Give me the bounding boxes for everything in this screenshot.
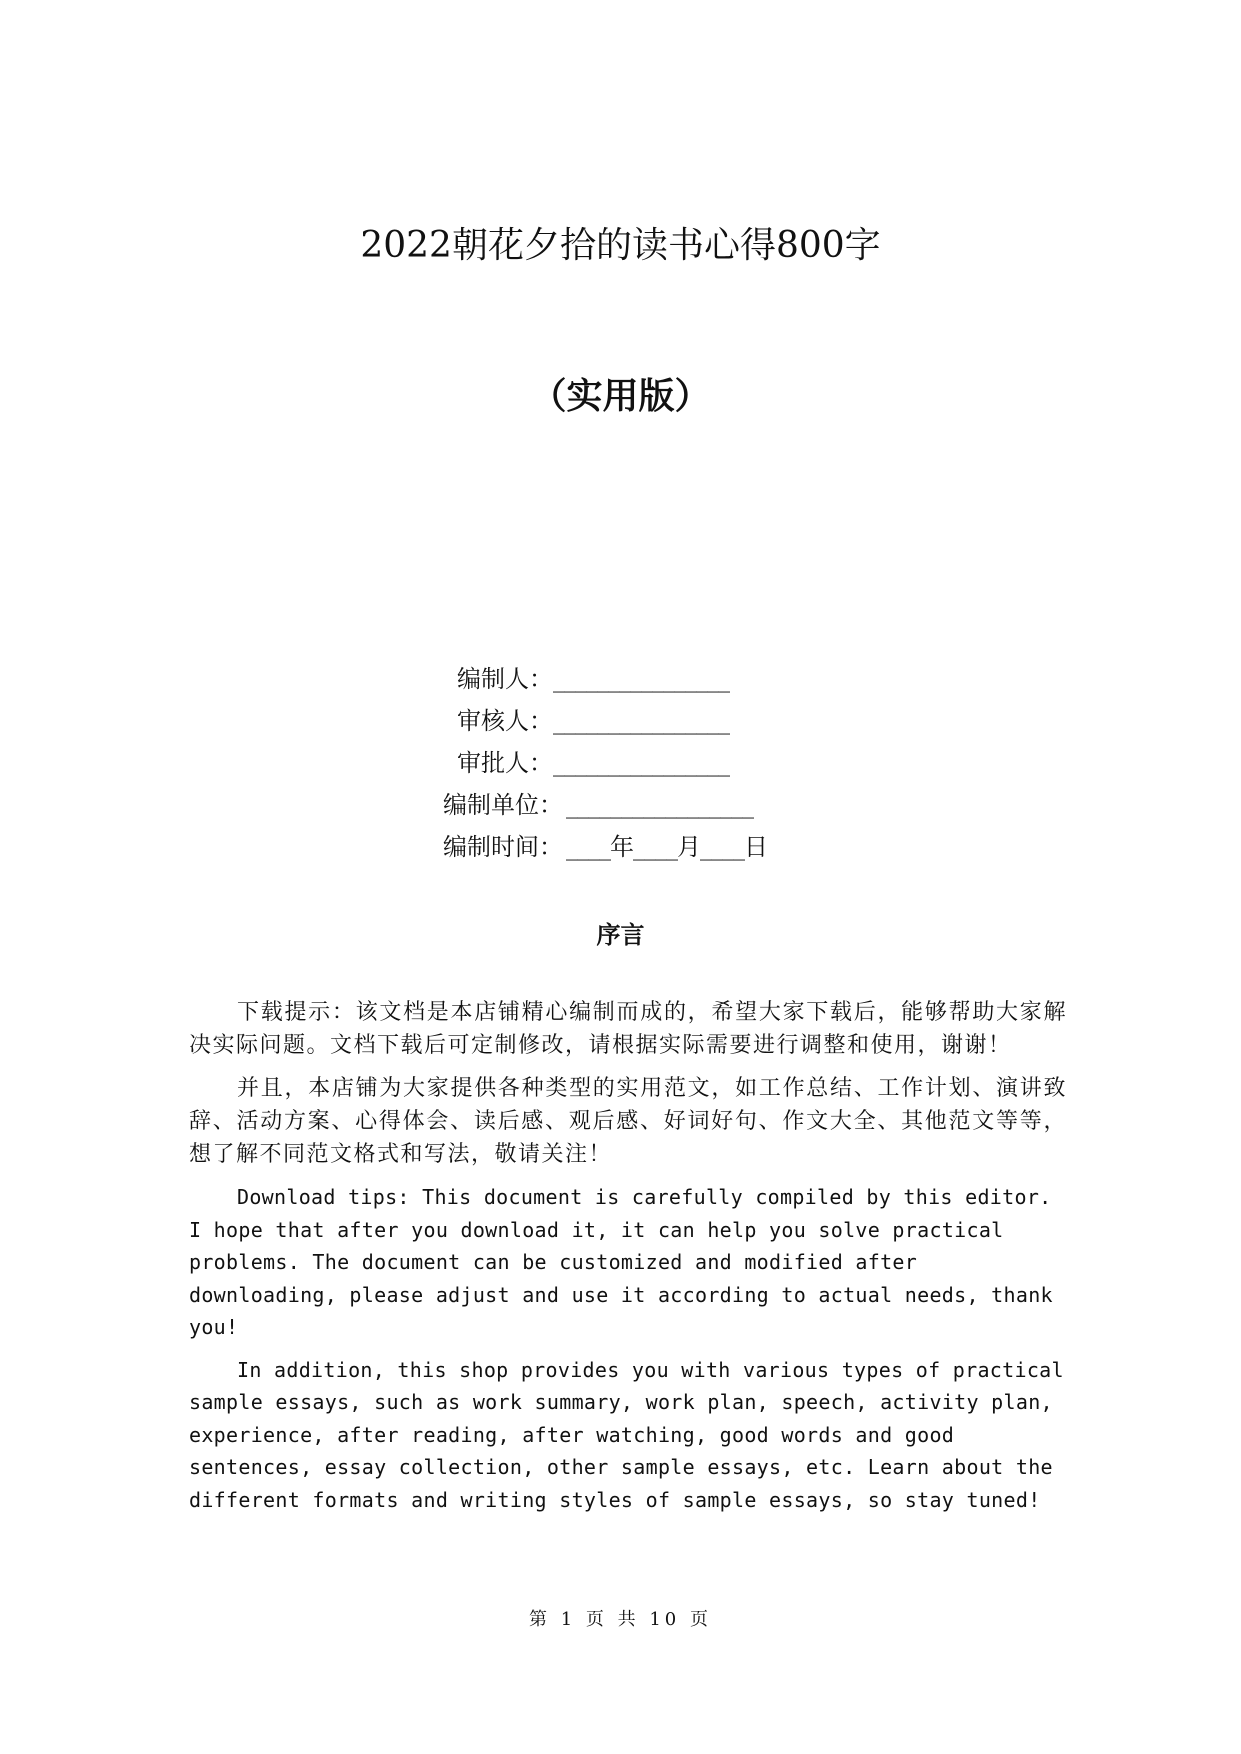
preface-body [189,996,1067,1526]
form-row-date [0,826,1241,868]
preface-paragraph: Download tips: This document is carefully compiled by this editor. I hope that after you download it, it can help you solve practical problems. The document can be customized and modified after downloading, please adjust and use it according to actual needs, thank you! [189,1185,1053,1339]
form-row-reviewer [0,700,1241,742]
form-label: 审核人： [457,707,553,735]
form-label: 编制人： [457,665,553,693]
page-number: 第 1 页 共 10 页 [529,1609,712,1630]
signature-form [0,658,1241,868]
form-label: 编制单位： [443,791,563,819]
form-blank[interactable]: _________________ [566,791,753,819]
form-blank[interactable]: ____年____月____日 [566,833,767,861]
preface-paragraph: In addition, this shop provides you with various types of practical sample essays, such as work summary, work plan, speech, activity plan, experience, after reading, after watching, good words and good sentences, essay collection, other sample essays, etc. Learn about the different formats and writing styles of sample essays, so stay tuned! [189,1357,1064,1512]
preface-heading: 序言 [596,920,645,949]
document-title: 2022朝花夕拾的读书心得800字 [360,225,881,266]
form-blank[interactable]: ________________ [553,707,729,735]
form-row-preparer [0,658,1241,700]
preface-paragraph: 下载提示：该文档是本店铺精心编制而成的，希望大家下载后，能够帮助大家解决实际问题。文档下载后可定制修改，请根据实际需要进行调整和使用，谢谢！ [189,1000,1067,1058]
preface-paragraph: 并且，本店铺为大家提供各种类型的实用范文，如工作总结、工作计划、演讲致辞、活动方案、心得体会、读后感、观后感、好词好句、作文大全、其他范文等等，想了解不同范文格式和写法，敬请关注！ [189,1076,1067,1167]
form-row-approver [0,742,1241,784]
form-label: 编制时间： [443,833,563,861]
form-blank[interactable]: ________________ [553,665,729,693]
document-subtitle: （实用版） [530,375,711,417]
form-label: 审批人： [457,749,553,777]
form-blank[interactable]: ________________ [553,749,729,777]
form-row-unit [0,784,1241,826]
